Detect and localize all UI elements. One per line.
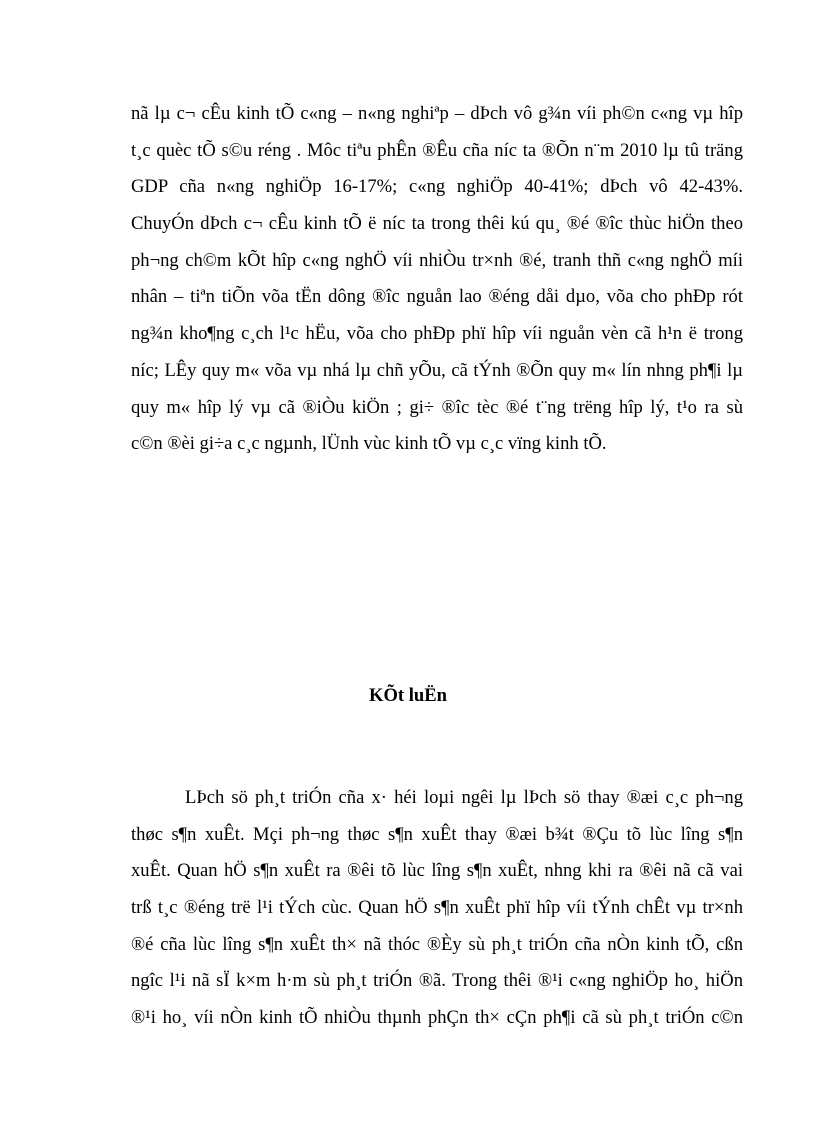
- text-line: thøc s¶n xuÊt. Mçi ph¬ng thøc s¶n xuÊt thay ®æi b¾t ®Çu tõ lùc lîng s¶n: [131, 823, 743, 845]
- text-line: c©n ®èi gi÷a c¸c ngµnh, lÜnh vùc kinh tÕ vµ c¸c vïng kinh tÕ.: [131, 433, 607, 455]
- text-line: t¸c quèc tÕ s©u réng . Môc tiªu phÊn ®Êu cña níc ta ®Õn n¨m 2010 lµ tû träng: [131, 139, 743, 161]
- section-heading-conclusion: KÕt luËn: [368, 685, 448, 706]
- text-line: xuÊt. Quan hÖ s¶n xuÊt ra ®êi tõ lùc lîng s¶n xuÊt, nhng khi ra ®êi nã cã vai: [131, 860, 743, 882]
- text-line: trß t¸c ®éng trë l¹i tÝch cùc. Quan hÖ s¶n xuÊt phï hîp víi tÝnh chÊt vµ tr×nh: [131, 897, 743, 919]
- text-line: ®é cña lùc lîng s¶n xuÊt th× nã thóc ®Èy sù ph¸t triÓn cña nÒn kinh tÕ, cßn: [131, 933, 743, 955]
- paragraph-conclusion: [131, 780, 743, 1037]
- text-line: quy m« hîp lý vµ cã ®iÒu kiÖn ; gi÷ ®îc tèc ®é t¨ng trëng hîp lý, t¹o ra sù: [131, 396, 743, 418]
- text-line: ph¬ng ch©m kÕt hîp c«ng nghÖ víi nhiÒu tr×nh ®é, tranh thñ c«ng nghÖ míi: [131, 249, 743, 271]
- text-line: níc; LÊy quy m« võa vµ nhá lµ chñ yÕu, cã tÝnh ®Õn quy m« lín nhng ph¶i lµ: [131, 359, 743, 381]
- text-line: ngîc l¹i nã sÏ k×m h·m sù ph¸t triÓn ®ã. Trong thêi ®¹i c«ng nghiÖp ho¸ hiÖn: [131, 970, 743, 992]
- text-line: ChuyÓn dÞch c¬ cÊu kinh tÕ ë níc ta trong thêi kú qu¸ ®é ®îc thùc hiÖn theo: [131, 213, 743, 235]
- text-line: GDP cña n«ng nghiÖp 16-17%; c«ng nghiÖp 40-41%; dÞch vô 42-43%.: [131, 176, 743, 198]
- text-line: nã lµ c¬ cÊu kinh tÕ c«ng – n«ng nghiªp – dÞch vô g¾n víi ph©n c«ng vµ hîp: [131, 103, 743, 124]
- text-line: LÞch sö ph¸t triÓn cña x· héi loµi ngêi lµ lÞch sö thay ®æi c¸c ph¬ng: [185, 787, 743, 808]
- text-line: ®¹i ho¸ víi nÒn kinh tÕ nhiÒu thµnh phÇn th× cÇn ph¶i cã sù ph¸t triÓn c©n: [131, 1007, 743, 1029]
- text-line: nhân – tiªn tiÕn võa tËn dông ®îc nguån lao ®éng dåi dµo, võa cho phÐp rót: [131, 286, 743, 308]
- paragraph-economic-structure: [131, 96, 743, 463]
- text-line: ng¾n kho¶ng c¸ch l¹c hËu, võa cho phÐp phï hîp víi nguån vèn cã h¹n ë trong: [131, 323, 743, 345]
